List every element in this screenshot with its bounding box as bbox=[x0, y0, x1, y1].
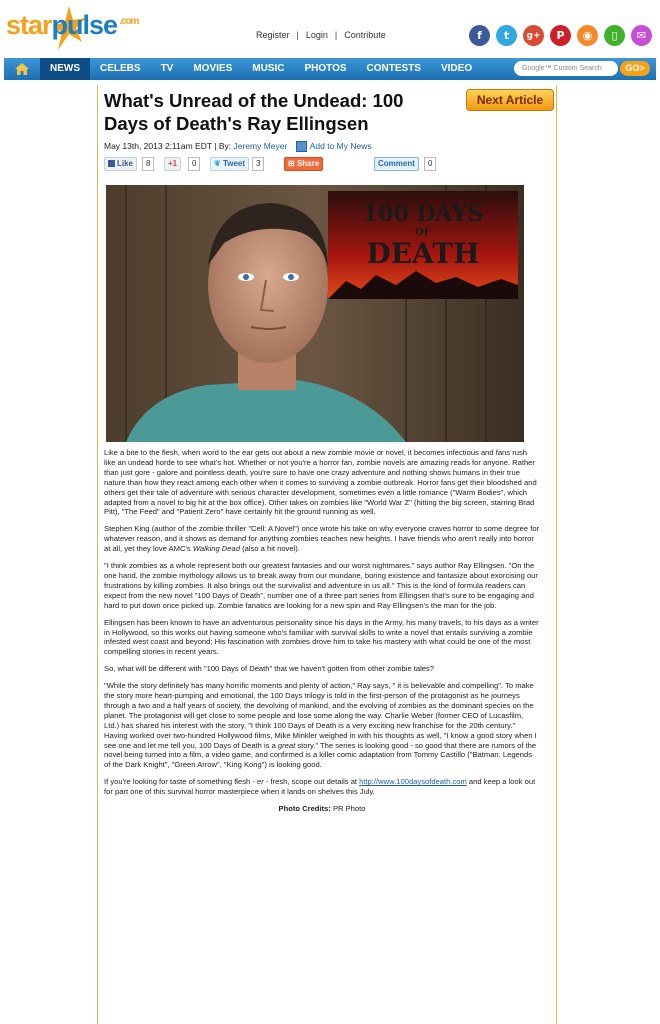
tweet-count: 3 bbox=[252, 157, 264, 171]
article-title: What's Unread of the Undead: 100 Days of Death's Ray Ellingsen bbox=[104, 90, 404, 134]
paragraph-6: "While the story definitely has many horrific moments and plenty of action," Ray says, " it is believable and compelling". To make the story more heart-pumping and emotional, the 100 Days trilogy is told in the first-person of the protagonist as he journeys through a two and a half years of society, the devolving of mankind, and the evolving of zombies as the dominant species on the planet. The protagonist will get close to some people and lose some along the way. Charlie Weber (former CEO of Lucasfilm, Ltd.) has shared his interest with the story, "I think 100 Days of Death is a very exciting new franchise for the 20th century." Having worked over two-hundred Hollywood films, Mike Minkler weighed in with his thoughts as well, "I know a good story when I see one and let me tell you, 100 Days of Death is a great story." The series is looking good - so good that there are rumors of the novel being turned into a film, a video game, and confirmed is a killer comic adaptation from Tommy Castillo ("Batman: Legends of the Dark Knight", "Green Arrow", "King Kong") is looking good. bbox=[104, 681, 537, 770]
next-article-button[interactable]: Next Article bbox=[466, 89, 554, 111]
site-logo[interactable] bbox=[6, 10, 138, 41]
google-plus-icon[interactable]: g+ bbox=[523, 25, 544, 46]
nav-photos[interactable]: PHOTOS bbox=[304, 63, 347, 74]
top-links: Register | Login | Contribute bbox=[256, 30, 386, 40]
book-title-line1: 100 DAYS bbox=[362, 201, 484, 227]
nav-contests[interactable]: CONTESTS bbox=[366, 63, 421, 74]
twitter-icon[interactable]: t bbox=[496, 25, 517, 46]
article-photo bbox=[106, 185, 524, 442]
paragraph-5: So, what will be different with "100 Days of Death" that we haven't gotten from other zombie tales? bbox=[104, 664, 435, 674]
paragraph-2: Stephen King (author of the zombie thriller "Cell: A Novel") once wrote his take on why everyone craves horror to some degree for whatever reason, and it shows as demand for anything zombies reaches new heights. I have friends who aren't really into horror at all, yet they love AMC's Walking Dead (also a hit novel). bbox=[104, 524, 540, 554]
search-input[interactable]: Google™ Custom Search bbox=[514, 61, 618, 76]
nav-video[interactable]: VIDEO bbox=[440, 63, 473, 74]
contribute-link[interactable]: Contribute bbox=[344, 30, 386, 40]
logo-part-pulse: pulse bbox=[51, 10, 118, 40]
add-to-news-icon[interactable] bbox=[296, 141, 307, 152]
paragraph-3: "I think zombies as a whole represent both our greatest fantasies and our worst nightmares." says author Ray Ellingsen. "On the one hand, the zombie mythology allows us to break away from our mundane, boring existence and fantasize about exorcising our frustrations by killing zombies. It also brings out the survivalist and adventure in us all." This is the kind of formula readers can expect from the new novel "100 Days of Death", number one of a three part series from Ellingsen that's sure to be engaging and hard to put down once picked up. Zombie fanatics are looking for a new spin and Ray Ellingsen's the man for the job. bbox=[104, 561, 538, 610]
tweet-button[interactable] bbox=[210, 157, 249, 171]
nav-movies[interactable]: MOVIES bbox=[193, 63, 233, 74]
login-link[interactable]: Login bbox=[305, 30, 328, 40]
add-to-news-link[interactable]: Add to My News bbox=[309, 141, 372, 151]
comment-button[interactable]: Comment bbox=[374, 157, 419, 171]
home-icon[interactable] bbox=[4, 58, 40, 80]
nav-music[interactable]: MUSIC bbox=[252, 63, 285, 74]
like-count: 8 bbox=[142, 157, 154, 171]
main-nav bbox=[4, 58, 656, 80]
article-date: May 13th, 2013 2:11am EDT | By: bbox=[104, 141, 232, 151]
facebook-like-button[interactable] bbox=[104, 157, 137, 171]
nav-celebs[interactable]: CELEBS bbox=[100, 63, 141, 74]
byline bbox=[104, 141, 372, 152]
book-cover bbox=[328, 191, 518, 299]
share-label: Share bbox=[296, 159, 320, 168]
author-portrait bbox=[106, 185, 524, 442]
article-body bbox=[104, 448, 540, 821]
like-label: Like bbox=[117, 159, 134, 168]
comment-count: 0 bbox=[424, 157, 436, 171]
nav-tv[interactable]: TV bbox=[160, 63, 174, 74]
search-go-button[interactable]: GO> bbox=[620, 61, 650, 76]
paragraph-7: If you're looking for taste of something flesh - er - fresh, scope out details at http://www.100daysofdeath.com and keep a look out for part one of this survival horror masterpiece when it lands on shelves this July. bbox=[104, 777, 536, 797]
pinterest-icon[interactable]: P bbox=[550, 25, 571, 46]
mobile-icon[interactable]: ▯ bbox=[604, 25, 625, 46]
register-link[interactable]: Register bbox=[256, 30, 290, 40]
book-title-line2: OF bbox=[415, 227, 431, 238]
twitter-icon: ❦ bbox=[214, 159, 221, 168]
book-website-link[interactable]: http://www.100daysofdeath.com bbox=[359, 777, 467, 787]
facebook-icon bbox=[108, 160, 115, 167]
logo-part-star: star bbox=[6, 10, 52, 40]
book-title-line3: DEATH bbox=[366, 237, 480, 270]
rss-icon[interactable]: ◉ bbox=[577, 25, 598, 46]
article-container bbox=[97, 85, 557, 1024]
credits-label: Photo Credits: bbox=[278, 804, 331, 814]
site-header bbox=[0, 0, 660, 56]
credits-value: PR Photo bbox=[332, 804, 366, 814]
logo-suffix: .com bbox=[119, 16, 139, 27]
facebook-icon[interactable]: f bbox=[469, 25, 490, 46]
author-link[interactable]: Jeremy Meyer bbox=[233, 141, 288, 151]
social-icons bbox=[469, 25, 652, 46]
google-plus-button[interactable]: +1 bbox=[164, 157, 181, 171]
nav-news[interactable]: NEWS bbox=[40, 58, 90, 80]
paragraph-4: Ellingsen has been known to have an adventurous personality since his days in the Army, his many travels, to his days as a writer in Hollywood, so this works out having someone who's familiar with survival skills to write a novel that entails surviving a zombie infested west coast and beyond; His fascination with zombies drove him to take his mastery with what could be one of the most compelling stories in recent years. bbox=[104, 617, 539, 657]
tweet-label: Tweet bbox=[222, 159, 246, 168]
photo-credits bbox=[104, 804, 540, 814]
chat-icon[interactable]: ✉ bbox=[631, 25, 652, 46]
plus-count: 0 bbox=[188, 157, 200, 171]
share-icon: ⊞ bbox=[288, 159, 295, 168]
share-bar bbox=[104, 157, 544, 171]
paragraph-1: Like a bite to the flesh, when word to the ear gets out about a new zombie movie or novel, it becomes infectious and fans rush like an undead horde to see what's hot. Whether or not you're a horror fan, zombie novels are amazing reads for anyone. Rather than just gore - galore and pointless death, you're sure to have one crazy adventure and nothing shows humans in their true nature than how they react among each other when it comes to surviving a zombie outbreak. Horror fans get their bloodshed and others get their tale of adventure with serious character development, sometimes even a little romance ("Warm Bodies", which adapted from a novel to big hit at the box office). Other takes on zombies like "World War Z" (hitting the big screen, starring Brad Pitt), "The Feed" and "Patient Zero" have certainly hit the ground running as well. bbox=[104, 448, 537, 517]
share-button[interactable] bbox=[284, 157, 323, 171]
